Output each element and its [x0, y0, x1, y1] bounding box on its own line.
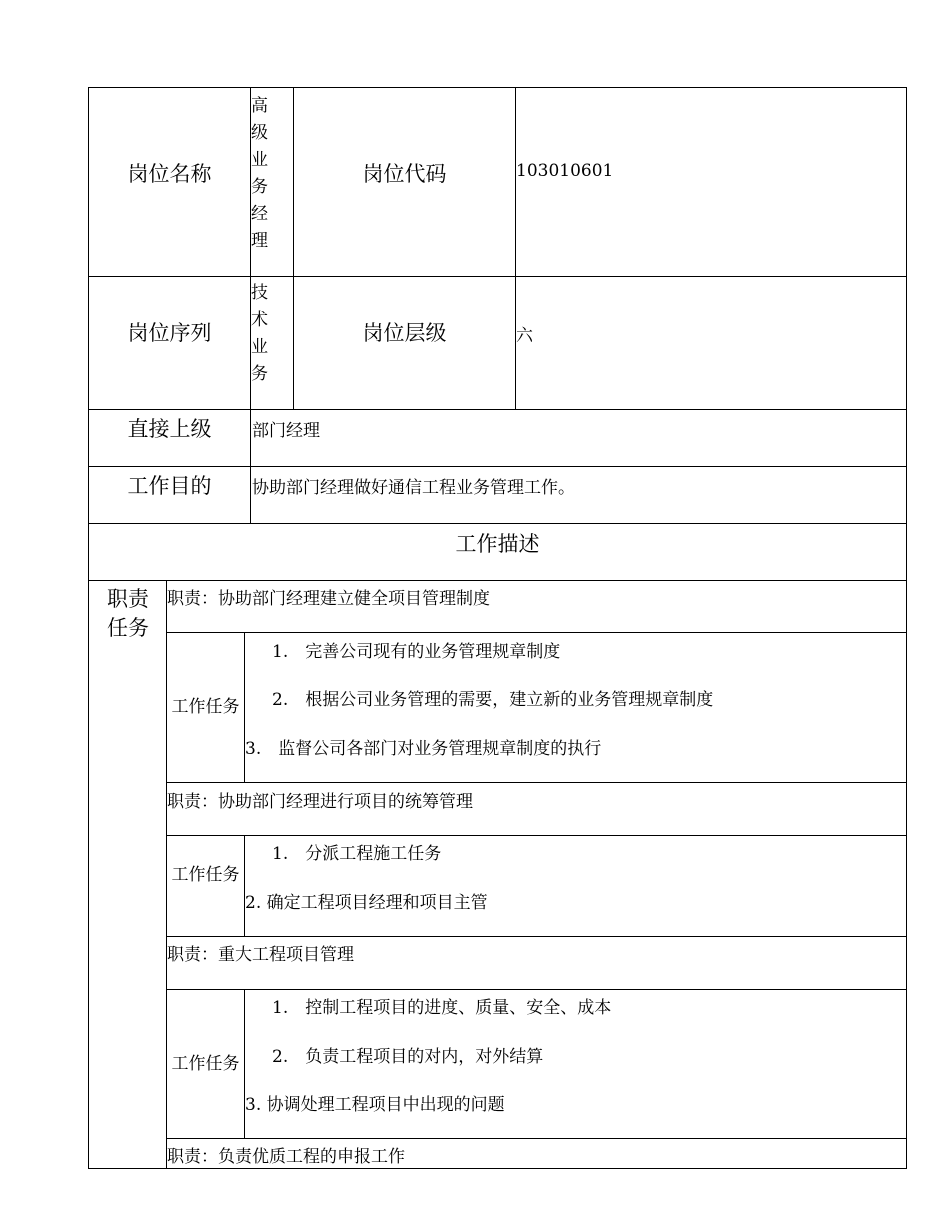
position-level-value: 六: [516, 326, 533, 346]
task-item: 2. 根据公司业务管理的需要，建立新的业务管理规章制度: [272, 690, 714, 710]
task-label: 工作任务: [171, 697, 240, 717]
description-title: 工作描述: [455, 532, 540, 556]
task-label: 工作任务: [171, 864, 240, 885]
position-name-label: 岗位名称: [127, 162, 212, 186]
duties-label: 职责任务: [107, 587, 149, 640]
superior-label: 直接上级: [127, 417, 212, 441]
duty-title: 职责：协助部门经理进行项目的统筹管理: [167, 792, 473, 812]
duty-title: 职责：负责优质工程的申报工作: [167, 1147, 405, 1167]
task-item: 1. 分派工程施工任务: [272, 844, 442, 864]
task-item: 1. 完善公司现有的业务管理规章制度: [272, 642, 561, 662]
position-series-value: 技术业务: [251, 283, 268, 384]
duty-title: 职责：协助部门经理建立健全项目管理制度: [167, 589, 490, 609]
purpose-label: 工作目的: [127, 474, 212, 498]
purpose-value: 协助部门经理做好通信工程业务管理工作。: [252, 478, 575, 498]
task-item: 2. 确定工程项目经理和项目主管: [245, 893, 488, 913]
task-item: 3. 协调处理工程项目中出现的问题: [245, 1095, 505, 1115]
position-name-value: 高级业务经理: [251, 96, 268, 251]
position-code-label: 岗位代码: [362, 162, 447, 186]
task-item: 1. 控制工程项目的进度、质量、安全、成本: [272, 998, 612, 1018]
task-item: 2. 负责工程项目的对内，对外结算: [272, 1047, 544, 1067]
position-series-label: 岗位序列: [127, 321, 212, 345]
task-item: 3. 监督公司各部门对业务管理规章制度的执行: [245, 739, 602, 759]
position-level-label: 岗位层级: [362, 321, 447, 345]
task-label: 工作任务: [171, 1053, 240, 1074]
position-code-value: 103010601: [516, 161, 614, 181]
superior-value: 部门经理: [252, 421, 320, 441]
duty-title: 职责：重大工程项目管理: [167, 945, 354, 965]
